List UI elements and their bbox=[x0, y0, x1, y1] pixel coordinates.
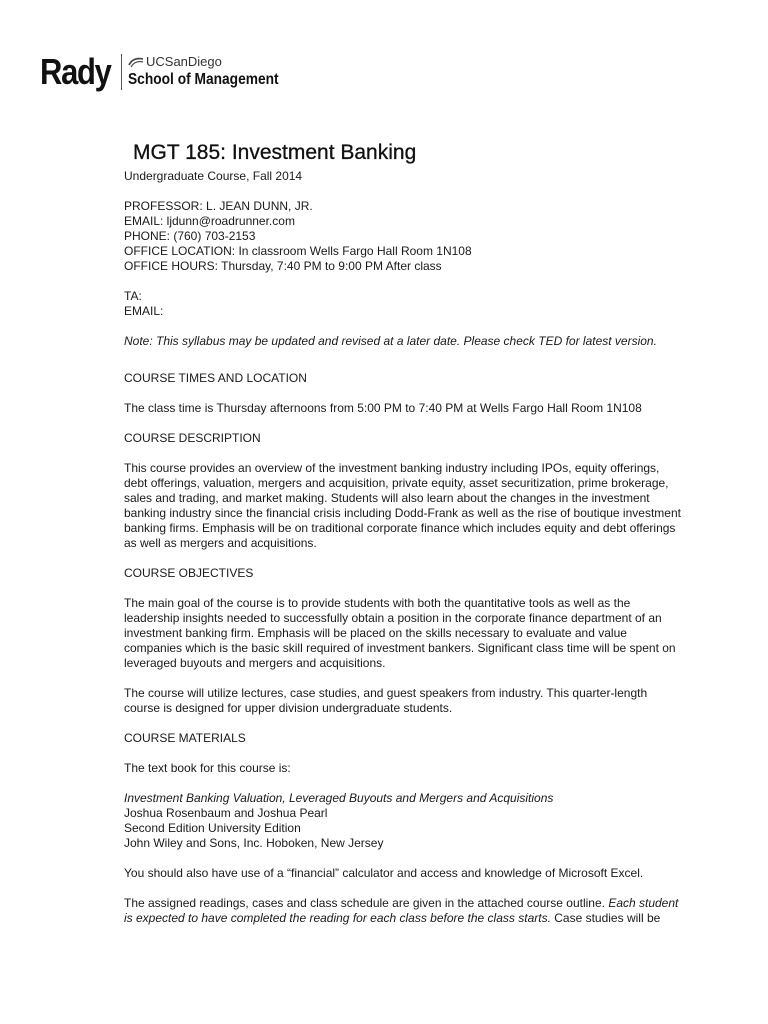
office-location-line: OFFICE LOCATION: In classroom Wells Fargo Hall Room 1N108 bbox=[124, 244, 472, 258]
description-line: This course provides an overview of the investment banking industry including IPOs, equity offerings, bbox=[124, 461, 660, 475]
calculator-text: You should also have use of a “financial” calculator and access and knowledge of Microsoft Excel. bbox=[124, 866, 644, 880]
readings-paragraph bbox=[124, 896, 724, 926]
format-paragraph bbox=[124, 686, 724, 716]
office-hours-line: OFFICE HOURS: Thursday, 7:40 PM to 9:00 PM After class bbox=[124, 259, 442, 273]
description-paragraph bbox=[124, 461, 724, 551]
readings-emphasis: Each student bbox=[608, 896, 679, 910]
phone-line: PHONE: (760) 703-2153 bbox=[124, 229, 256, 243]
textbook-title: Investment Banking Valuation, Leveraged Buyouts and Mergers and Acquisitions bbox=[124, 791, 554, 805]
ta-email-line: EMAIL: bbox=[124, 304, 164, 318]
objectives-line: investment banking firm. Emphasis will be placed on the skills necessary to evaluate and value bbox=[124, 626, 627, 640]
ucsd-text: UCSanDiego bbox=[146, 54, 222, 69]
description-line: as well as mergers and acquisitions. bbox=[124, 536, 317, 550]
logo-divider bbox=[121, 54, 122, 90]
readings-text: Case studies will be bbox=[550, 911, 661, 925]
readings-line-2 bbox=[124, 911, 724, 926]
description-line: banking industry since the financial crisis including Dodd-Frank as well as the rise of boutique investment bbox=[124, 506, 681, 520]
professor-line: PROFESSOR: L. JEAN DUNN, JR. bbox=[124, 199, 313, 213]
syllabus-document bbox=[124, 140, 724, 926]
ucsd-wave-icon bbox=[128, 56, 144, 68]
objectives-line: companies which is the basic skill required of investment bankers. Significant class time will be spent on bbox=[124, 641, 676, 655]
readings-line-1 bbox=[124, 896, 724, 911]
readings-text: The assigned readings, cases and class schedule are given in the attached course outline. bbox=[124, 896, 609, 910]
format-line: course is designed for upper division undergraduate students. bbox=[124, 701, 453, 715]
materials-heading: COURSE MATERIALS bbox=[124, 731, 246, 745]
course-title: MGT 185: Investment Banking bbox=[133, 141, 417, 164]
objectives-line: The main goal of the course is to provide students with both the quantitative tools as well as the bbox=[124, 596, 631, 610]
rady-wordmark: Rady bbox=[40, 51, 111, 92]
objectives-paragraph bbox=[124, 596, 724, 671]
email-line: EMAIL: ljdunn@roadrunner.com bbox=[124, 214, 295, 228]
course-subtitle: Undergraduate Course, Fall 2014 bbox=[124, 169, 303, 183]
ucsd-label bbox=[128, 54, 222, 70]
ta-line: TA: bbox=[124, 289, 142, 303]
textbook-citation bbox=[124, 791, 724, 851]
readings-emphasis: is expected to have completed the reading for each class before the class starts. bbox=[124, 911, 551, 925]
times-heading: COURSE TIMES AND LOCATION bbox=[124, 371, 307, 385]
description-line: banking firms. Emphasis will be on traditional corporate finance which includes equity and debt offerings bbox=[124, 521, 676, 535]
textbook-authors: Joshua Rosenbaum and Joshua Pearl bbox=[124, 806, 328, 820]
textbook-edition: Second Edition University Edition bbox=[124, 821, 301, 835]
school-name: School of Management bbox=[128, 71, 279, 88]
times-text: The class time is Thursday afternoons from 5:00 PM to 7:40 PM at Wells Fargo Hall Room 1N108 bbox=[124, 401, 642, 415]
textbook-intro: The text book for this course is: bbox=[124, 761, 291, 775]
textbook-publisher: John Wiley and Sons, Inc. Hoboken, New Jersey bbox=[124, 836, 384, 850]
format-line: The course will utilize lectures, case studies, and guest speakers from industry. This quarter-length bbox=[124, 686, 648, 700]
objectives-line: leveraged buyouts and mergers and acquisitions. bbox=[124, 656, 386, 670]
objectives-line: leadership insights needed to successfully obtain a position in the corporate finance department of an bbox=[124, 611, 662, 625]
description-line: sales and trading, and market making. Students will also learn about the changes in the investment bbox=[124, 491, 650, 505]
description-heading: COURSE DESCRIPTION bbox=[124, 431, 261, 445]
description-line: debt offerings, valuation, mergers and acquisition, private equity, asset securitization, prime brokerage, bbox=[124, 476, 669, 490]
objectives-heading: COURSE OBJECTIVES bbox=[124, 566, 254, 580]
syllabus-note: Note: This syllabus may be updated and revised at a later date. Please check TED for latest version. bbox=[124, 334, 657, 348]
